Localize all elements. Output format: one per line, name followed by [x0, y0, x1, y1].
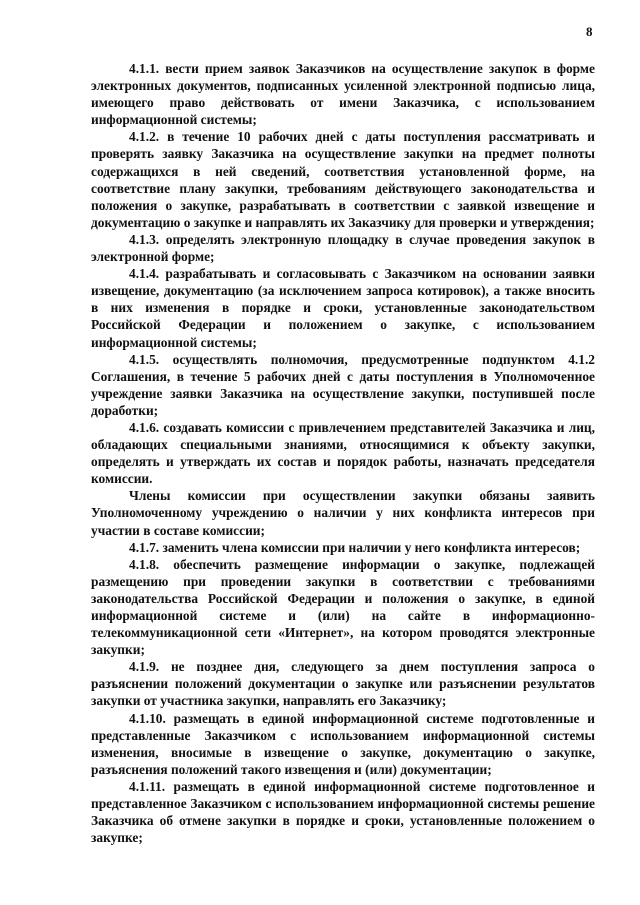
paragraph-4-1-8: 4.1.8. обеспечить размещение информации о закупке, подлежащей размещению при проведении закупки в соответствии с требованиями законодательства Российской Федерации и положения о закупке, в единой информационной системе и (или) на сайте в информационно-телекоммуникационной сети «Интернет», на котором проводятся электронные закупки; [91, 556, 595, 658]
paragraph-4-1-10: 4.1.10. размещать в единой информационной системе подготовленные и представленные Заказчиком с использованием информационной системы изменения, вносимые в извещение о закупке, документацию о закупке, разъяснения положений такого извещения и (или) документации; [91, 710, 595, 777]
paragraph-4-1-7: 4.1.7. заменить члена комиссии при наличии у него конфликта интересов; [129, 539, 581, 555]
paragraph-4-1-1: 4.1.1. вести прием заявок Заказчиков на осуществление закупок в форме электронных документов, подписанных усиленной электронной подписью лица, имеющего право действовать от имени Заказчика, с использованием информационной системы; [91, 61, 595, 128]
paragraph-4-1-5: 4.1.5. осуществлять полномочия, предусмотренные подпунктом 4.1.2 Соглашения, в течение 5 рабочих дней с даты поступления в Уполномоченное учреждение заявки Заказчика на осуществление закупки, поступившей после доработки; [91, 351, 595, 418]
paragraph-4-1-4: 4.1.4. разрабатывать и согласовывать с Заказчиком на основании заявки извещение, документацию (за исключением запроса котировок), а также вносить в них изменения в порядке и сроки, установленные законодательством Российской Федерации и положением о закупке, с использованием информационной системы; [91, 266, 595, 350]
paragraph-commission-members: Члены комиссии при осуществлении закупки обязаны заявить Уполномоченному учреждению о наличии у них конфликта интересов при участии в составе комиссии; [91, 488, 595, 538]
paragraph-4-1-11: 4.1.11. размещать в единой информационной системе подготовленное и представленное Заказчиком с использованием информационной системы решение Заказчика об отмене закупки в порядке и сроки, установленные положением о закупке; [91, 778, 595, 846]
paragraph-4-1-6: 4.1.6. создавать комиссии с привлечением представителей Заказчика и лиц, обладающих специальными знаниями, относящимися к объекту закупки, определять и утверждать их состав и порядок работы, назначать председателя комиссии. [91, 419, 595, 487]
document-body [91, 60, 595, 846]
paragraph-4-1-2: 4.1.2. в течение 10 рабочих дней с даты поступления рассматривать и проверять заявку Заказчика на осуществление закупки на предмет полноты содержащихся в ней сведений, соответствия установленной форме, на соответствие плану закупки, требованиям действующего законодательства и положения о закупке, разрабатывать в соответствии с заявкой извещение и документацию о закупке и направлять их Заказчику для проверки и утверждения; [91, 129, 595, 230]
page-number: 8 [586, 24, 593, 39]
paragraph-4-1-3: 4.1.3. определять электронную площадку в случае проведения закупок в электронной форме; [91, 231, 595, 265]
paragraph-4-1-9: 4.1.9. не позднее дня, следующего за днем поступления запроса о разъяснении положений документации о закупке или разъяснении результатов закупки от участника закупки, направлять его Заказчику; [91, 659, 595, 709]
